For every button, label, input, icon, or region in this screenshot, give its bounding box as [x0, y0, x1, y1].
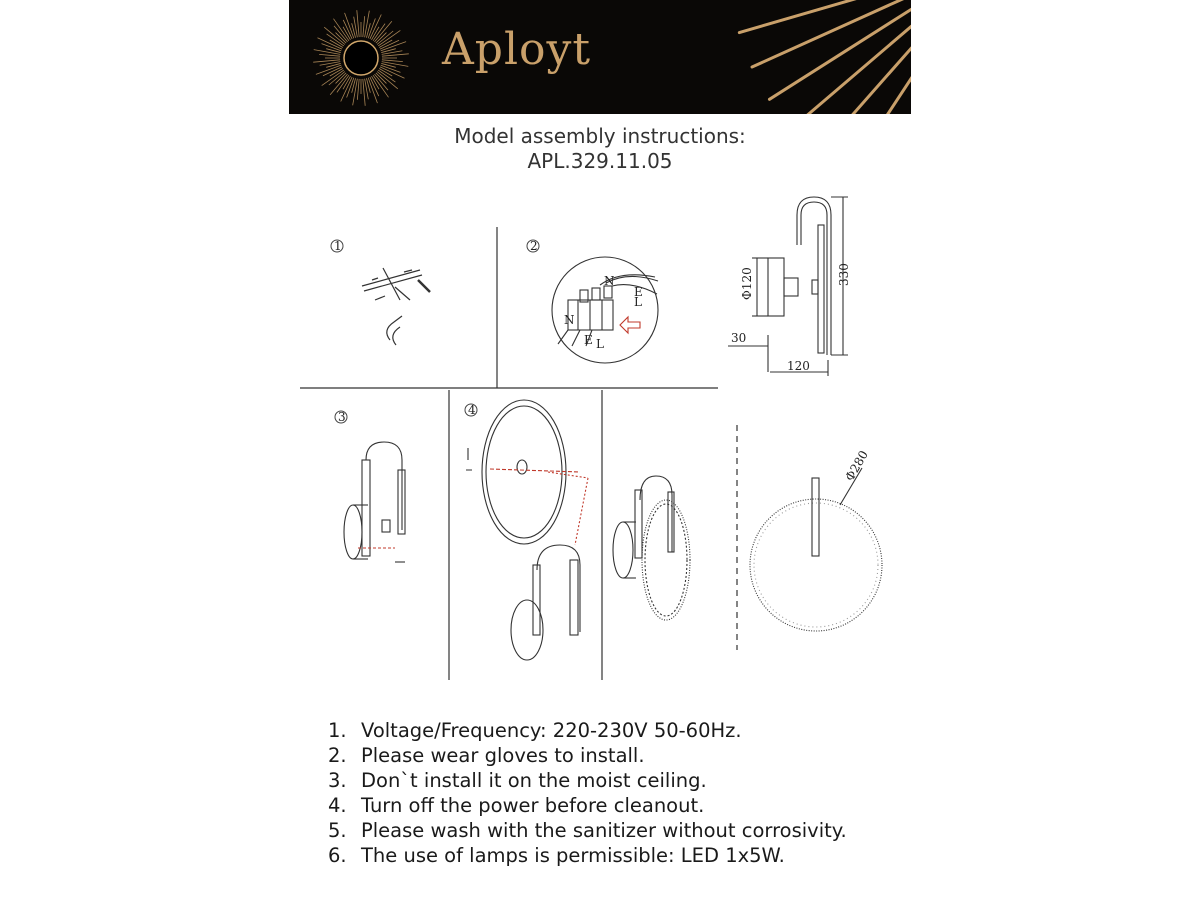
note-item [328, 768, 847, 793]
svg-text:L: L [596, 337, 604, 351]
depth-label: 120 [787, 359, 810, 373]
note-item [328, 818, 847, 843]
installation-notes [328, 718, 847, 868]
note-text: The use of lamps is permissible: LED 1x5W. [361, 844, 785, 867]
note-number: 4. [328, 794, 347, 817]
svg-text:N: N [564, 313, 575, 327]
note-text: Voltage/Frequency: 220-230V 50-60Hz. [361, 719, 742, 742]
brand-logo: Aployt [442, 24, 592, 75]
front-view-drawing [750, 468, 882, 631]
canopy-diameter-label: Φ120 [740, 267, 754, 300]
disc-diameter-label: Φ280 [842, 448, 871, 484]
svg-text:4: 4 [468, 403, 476, 417]
note-number: 1. [328, 719, 347, 742]
step-marker-3 [335, 410, 347, 424]
note-number: 2. [328, 744, 347, 767]
step-marker-4 [465, 403, 477, 417]
svg-text:E: E [584, 333, 593, 347]
fixture-mounting-drawing [344, 442, 405, 562]
svg-text:1: 1 [334, 239, 342, 253]
note-text: Please wear gloves to install. [361, 744, 645, 767]
svg-text:L: L [634, 295, 642, 309]
note-text: Please wash with the sanitizer without corrosivity. [361, 819, 847, 842]
disc-assembly-drawing [466, 400, 588, 660]
note-item [328, 843, 847, 868]
model-number: APL.329.11.05 [527, 149, 673, 173]
note-item [328, 718, 847, 743]
svg-text:3: 3 [338, 410, 346, 424]
svg-text:E: E [634, 285, 643, 299]
step-marker-1 [331, 239, 343, 253]
terminal-block-drawing [552, 257, 658, 363]
wall-offset-label: 30 [731, 331, 747, 345]
note-number: 3. [328, 769, 347, 792]
note-number: 5. [328, 819, 347, 842]
svg-text:2: 2 [530, 239, 538, 253]
note-number: 6. [328, 844, 347, 867]
note-item [328, 793, 847, 818]
note-text: Turn off the power before cleanout. [361, 794, 705, 817]
assembled-fixture-drawing [613, 476, 690, 620]
mounting-bracket-drawing [362, 268, 430, 345]
step-marker-2 [527, 239, 539, 253]
note-item [328, 743, 847, 768]
height-label: 330 [837, 263, 851, 286]
svg-text:N: N [604, 274, 615, 288]
page-title: Model assembly instructions: [454, 124, 746, 148]
note-text: Don`t install it on the moist ceiling. [361, 769, 707, 792]
